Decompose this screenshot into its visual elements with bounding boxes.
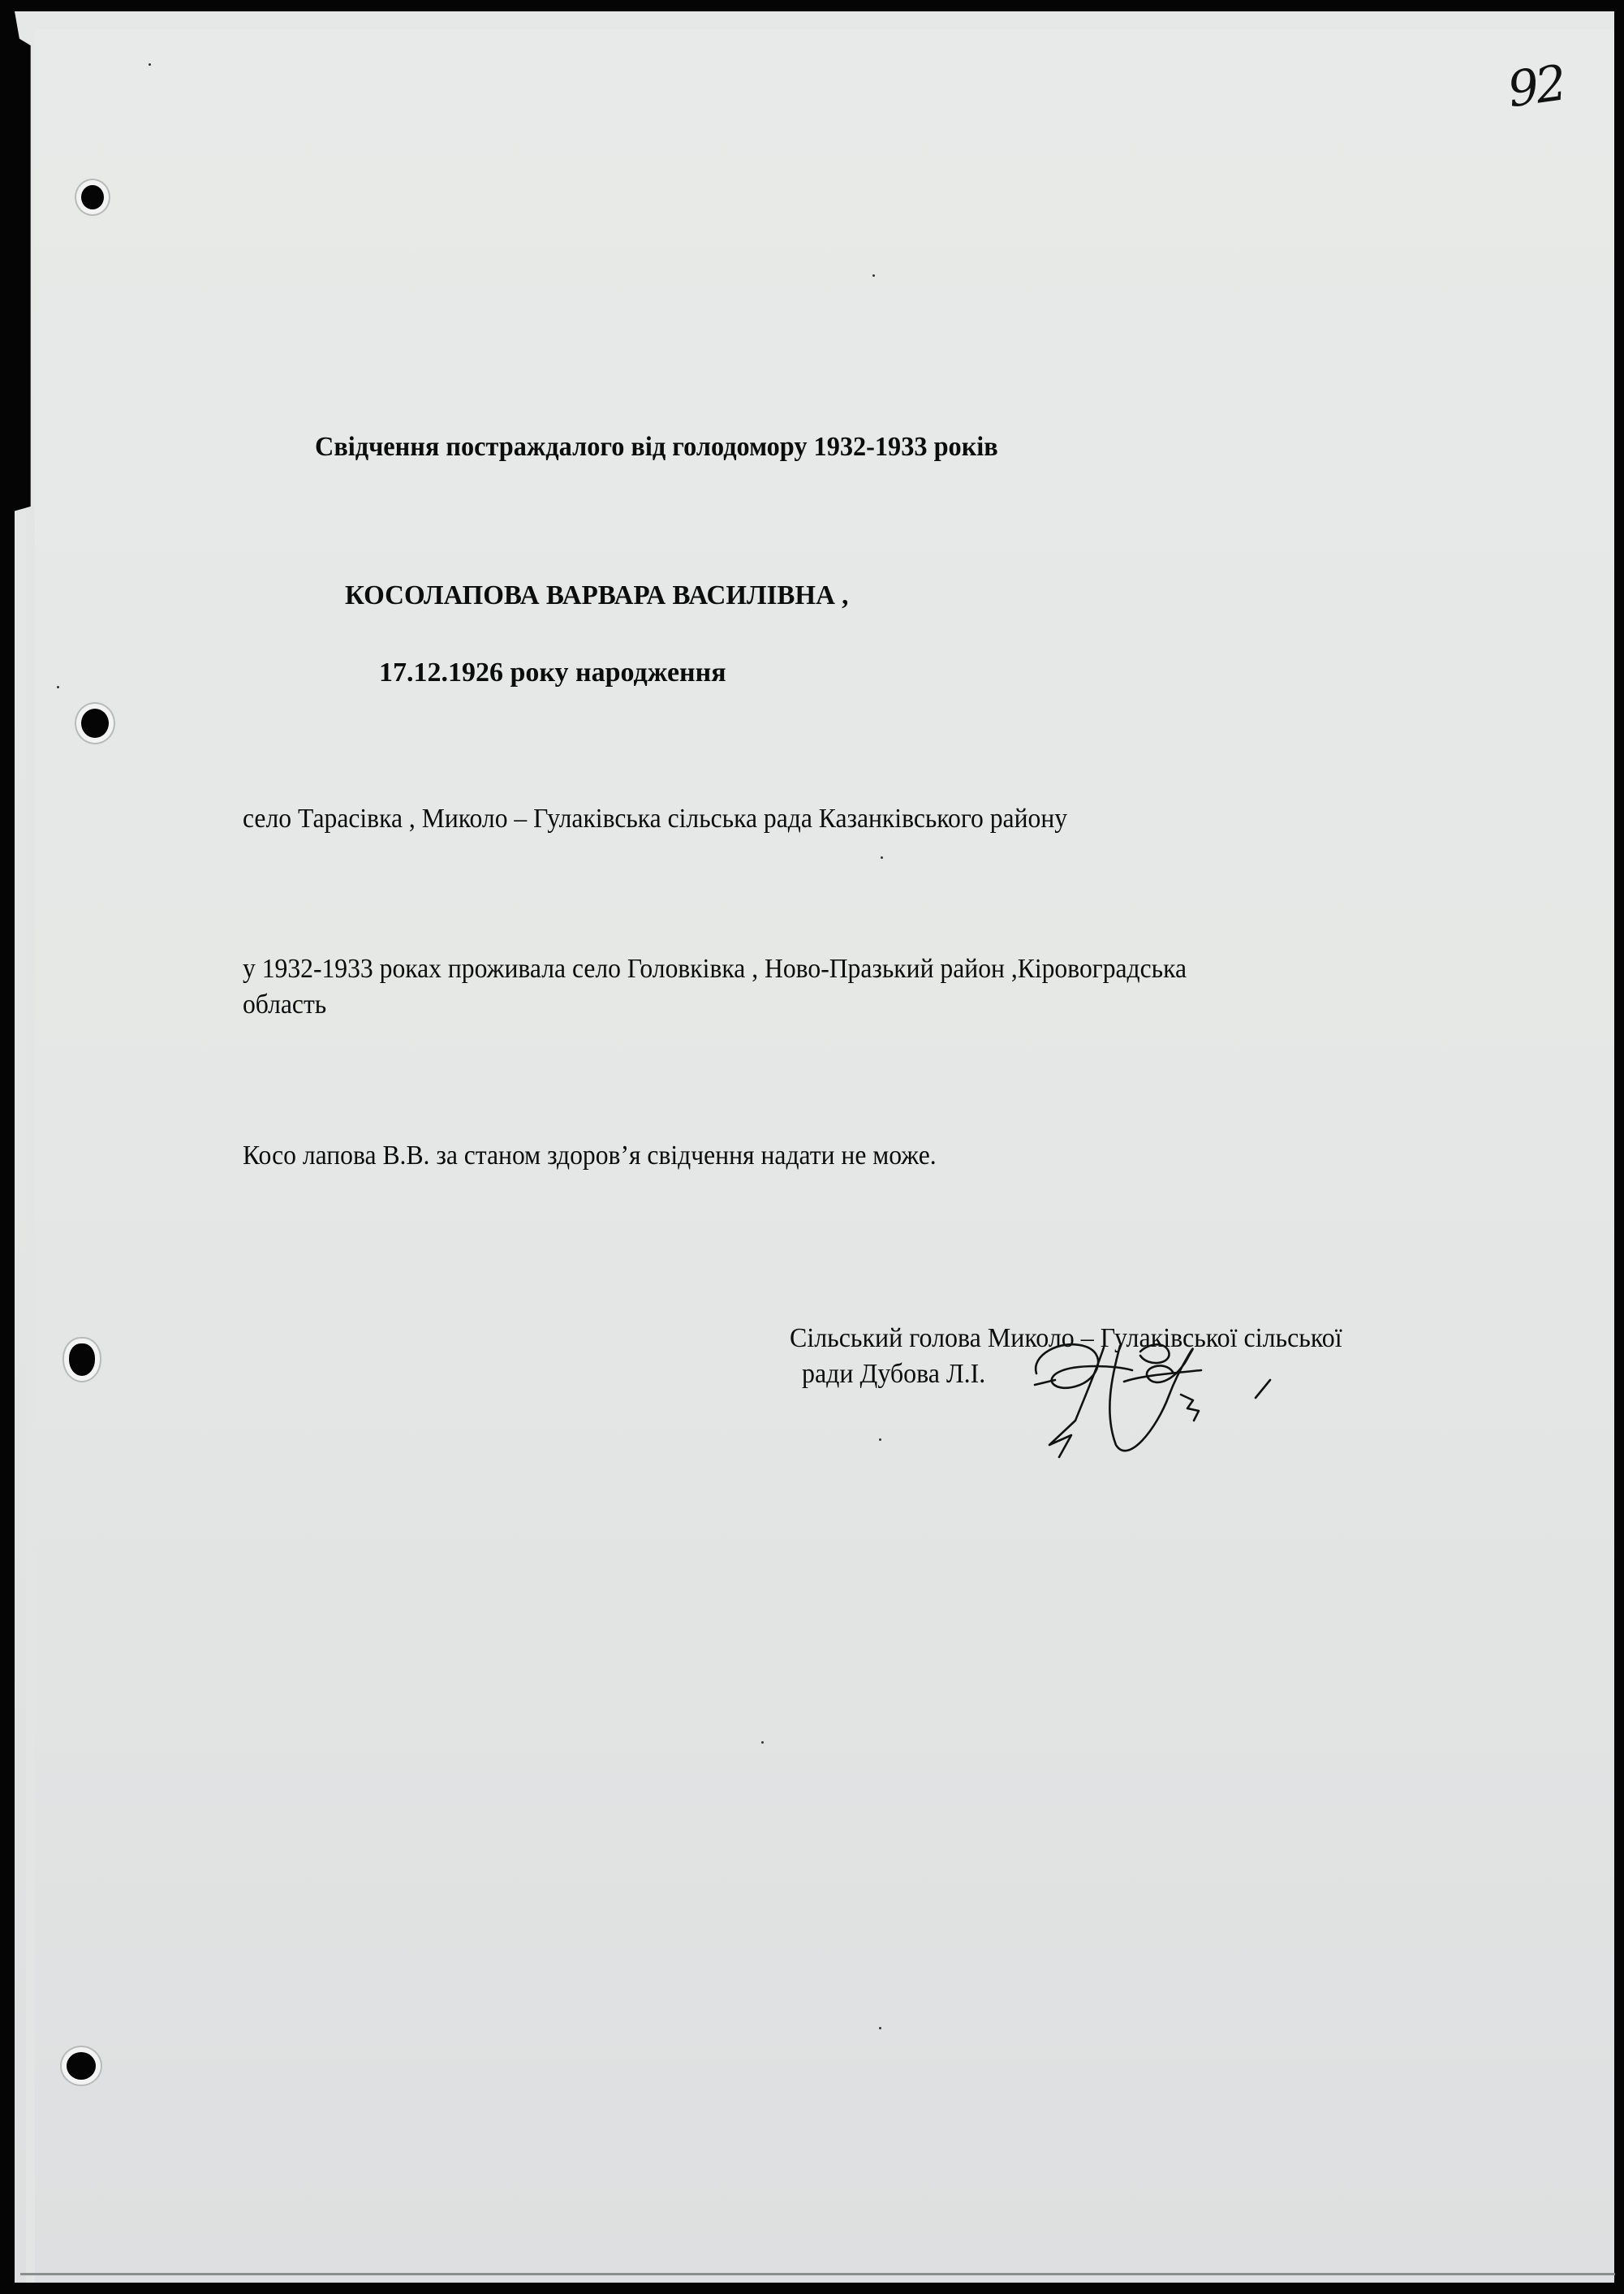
health-note: Косо лапова В.В. за станом здоров’я свідчення надати не може. <box>243 1141 937 1171</box>
person-name: КОСОЛАПОВА ВАРВАРА ВАСИЛІВНА , <box>345 580 849 610</box>
scan-speck <box>761 1741 764 1744</box>
birth-date: 17.12.1926 року народження <box>379 658 726 688</box>
scan-speck <box>872 274 875 277</box>
punch-hole <box>81 185 104 209</box>
handwritten-page-number: 92 <box>1504 54 1567 119</box>
scan-speck <box>881 856 883 859</box>
scan-speck <box>149 63 151 66</box>
period-residence-line-1: у 1932-1933 роках проживала село Головківка , Ново-Празький район ,Кіровоградська <box>243 954 1187 984</box>
period-residence <box>243 951 1187 1023</box>
punch-hole <box>67 2052 96 2080</box>
handwritten-signature <box>1027 1331 1327 1461</box>
scan-speck <box>879 2027 881 2029</box>
signer-name: ради Дубова Л.І. <box>802 1359 986 1389</box>
scan-speck <box>57 686 59 688</box>
punch-hole <box>81 709 109 738</box>
punch-hole <box>69 1343 95 1376</box>
period-residence-line-2: область <box>243 990 327 1020</box>
page-bottom-edge <box>20 2273 1615 2275</box>
document-title: Свідчення постраждалого від голодомору 1932-1933 років <box>315 432 998 462</box>
signer-title: Сільський голова Миколо – Гулаківської сільської <box>790 1323 1342 1353</box>
current-residence: село Тарасівка , Миколо – Гулаківська сільська рада Казанківського району <box>243 804 1068 834</box>
scan-speck <box>879 1438 881 1441</box>
